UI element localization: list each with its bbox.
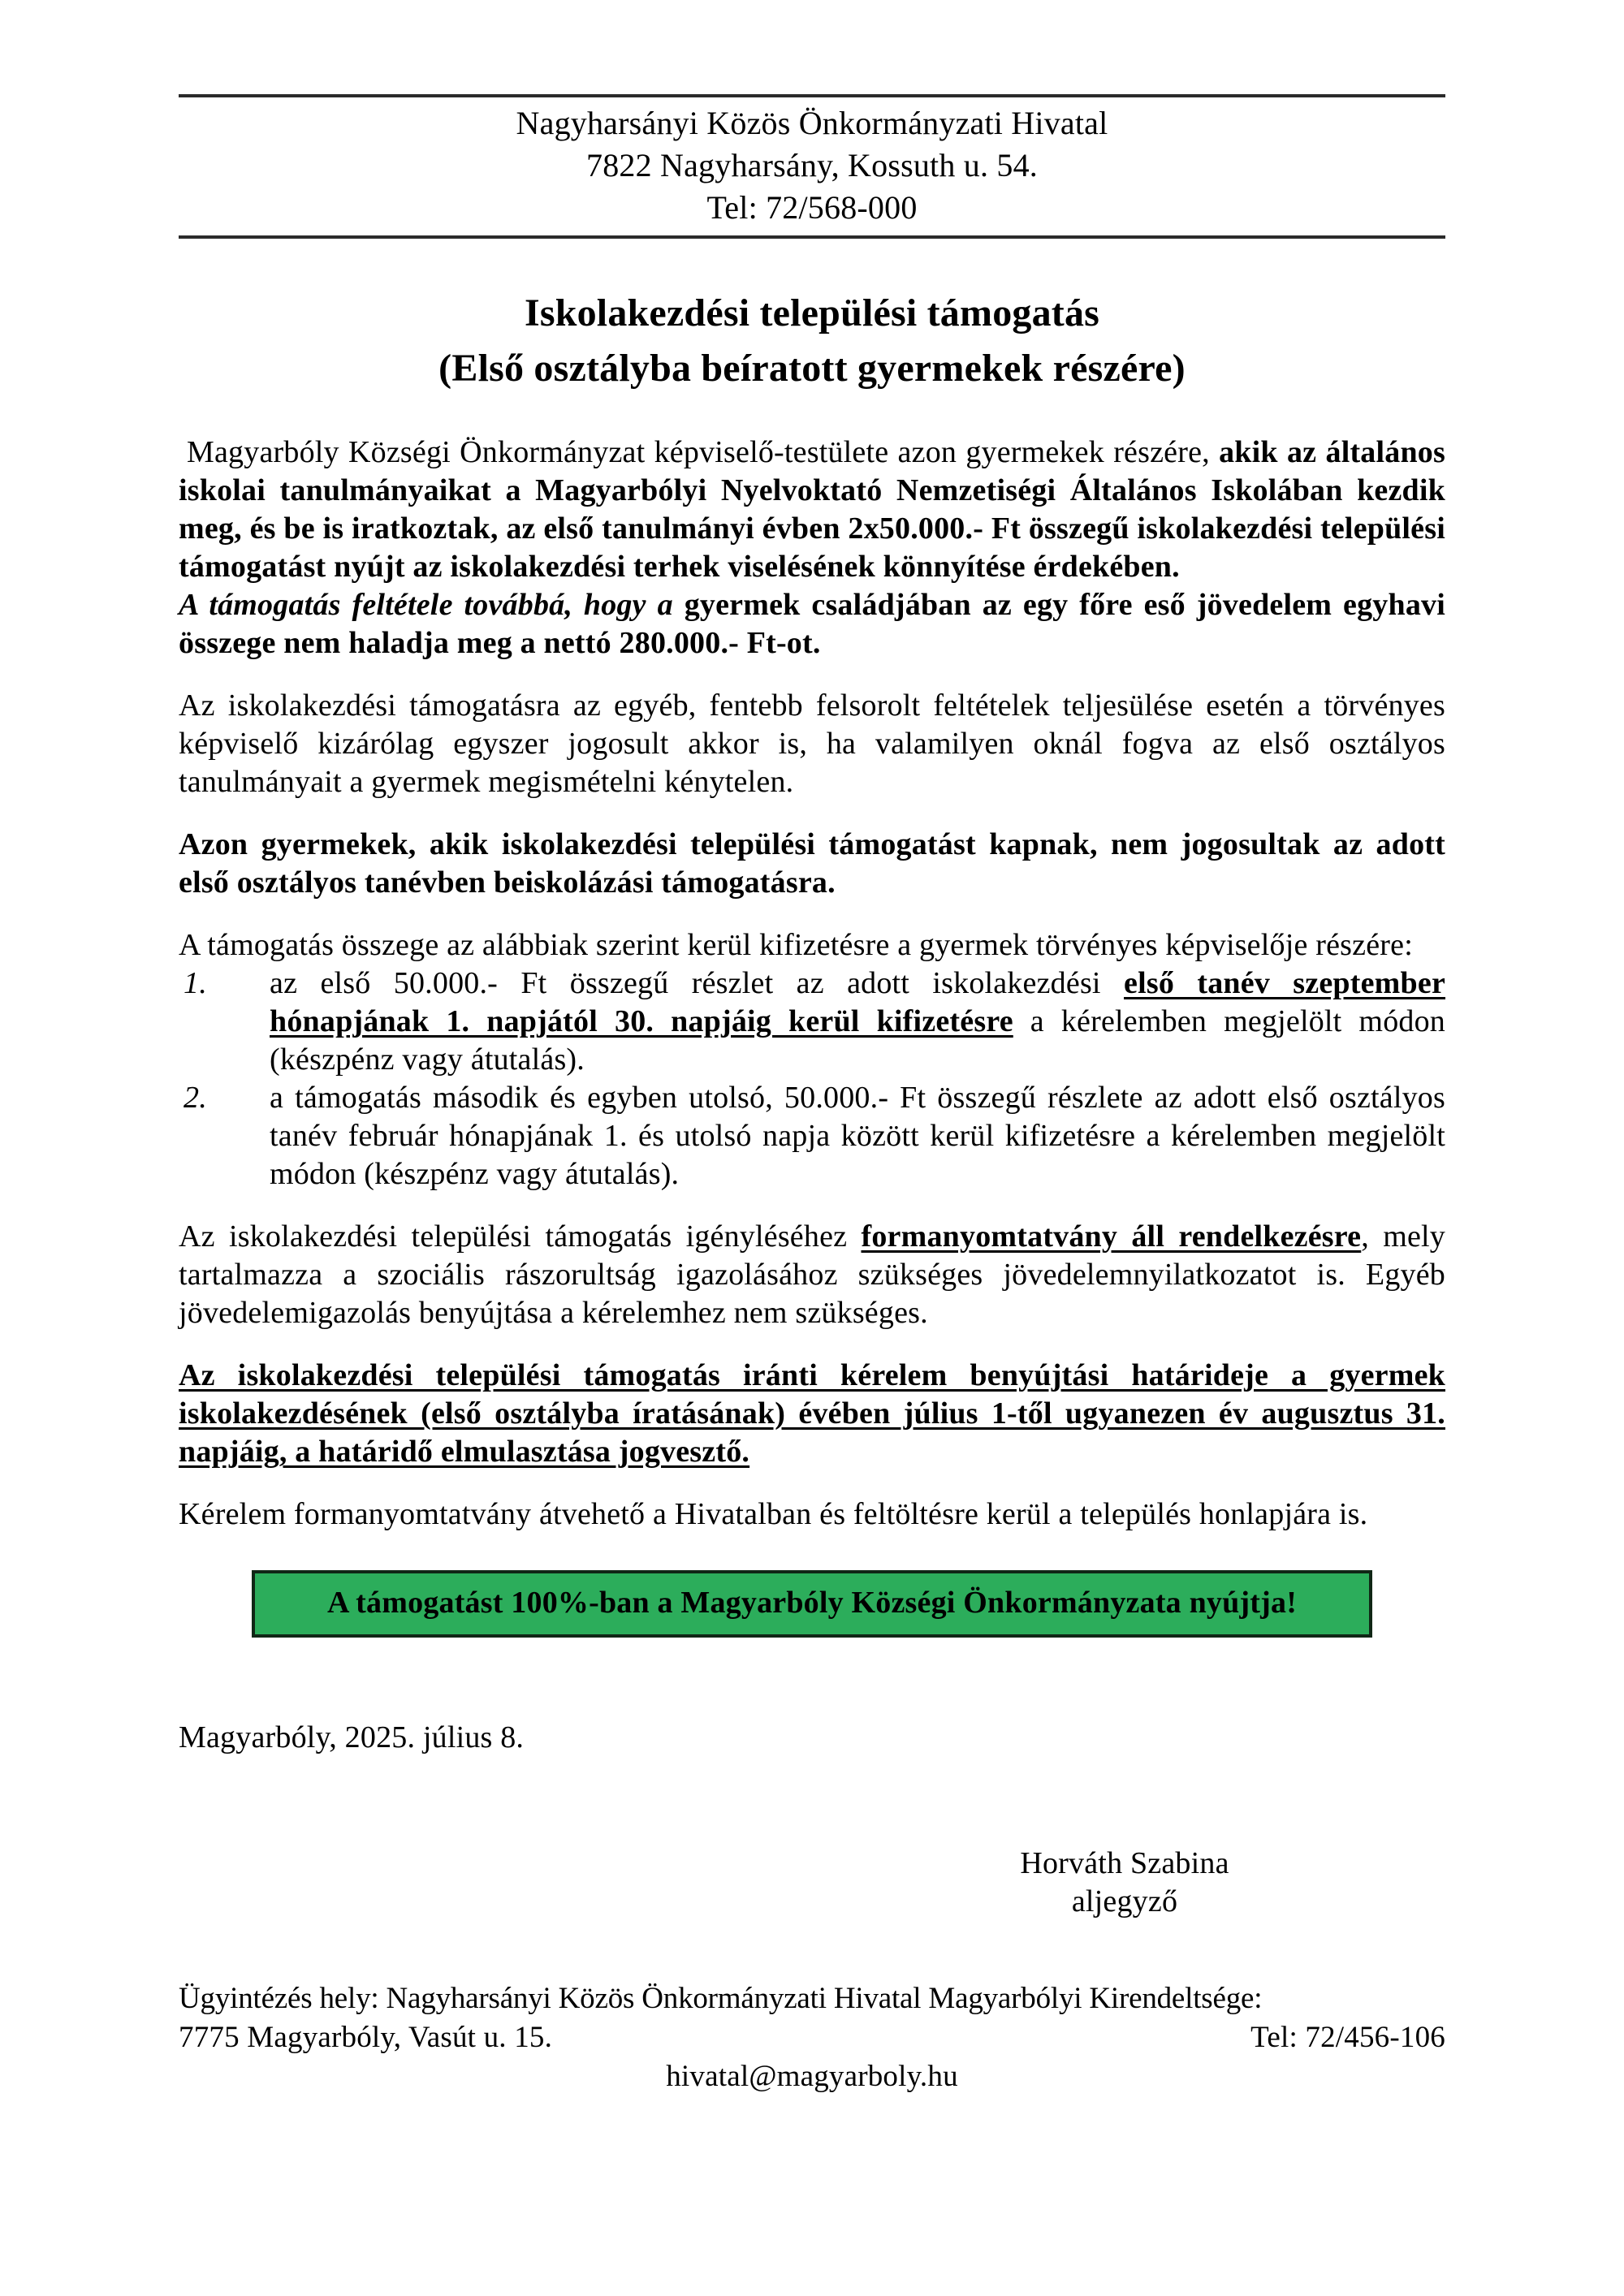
list-item <box>179 965 1445 1079</box>
footer-contact-row <box>179 2018 1445 2057</box>
date-line: Magyarbóly, 2025. július 8. <box>179 1720 525 1754</box>
list-item <box>179 1079 1445 1193</box>
list-item-1-post: a kérelemben megjelölt módon (készpénz vagy átutalás). <box>270 1004 1445 1077</box>
page-title <box>179 286 1445 396</box>
paragraph-income-condition <box>179 586 1445 662</box>
list-item-1-pre: az első 50.000.- Ft összegű részlet az adott iskolakezdési <box>270 966 1125 1000</box>
paragraph-payment-intro: A támogatás összege az alábbiak szerint kerül kifizetésre a gyermek törvényes képviselője részére: <box>179 928 1413 962</box>
page-title-line1: Iskolakezdési települési támogatás <box>524 291 1100 334</box>
footer-phone: Tel: 72/456-106 <box>1250 2021 1445 2054</box>
paragraph-income-condition-italic: A támogatás feltétele továbbá, hogy a <box>179 588 685 622</box>
footer-address: 7775 Magyarbóly, Vasút u. 15. <box>179 2021 553 2054</box>
page-title-line2: (Első osztályba beíratott gyermekek részére) <box>438 347 1186 390</box>
footer-email: hivatal@magyarboly.hu <box>666 2060 958 2093</box>
list-item-number: 1. <box>184 966 207 1000</box>
letterhead <box>179 94 1445 239</box>
footer-administration-location: Ügyintézés hely: Nagyharsányi Közös Önkormányzati Hivatal Magyarbólyi Kirendeltsége: <box>179 1982 1263 2015</box>
highlight-banner-text: A támogatást 100%-ban a Magyarbóly Községi Önkormányzata nyújtja! <box>326 1586 1298 1620</box>
footer <box>179 1979 1445 2096</box>
paragraph-income-condition-bold: gyermek családjában az egy főre eső jövedelem egyhavi összege nem haladja meg a nettó 280.000.- Ft-ot. <box>179 588 1445 660</box>
list-item-number: 2. <box>184 1081 207 1115</box>
letterhead-office-name: Nagyharsányi Közös Önkormányzati Hivatal <box>516 105 1108 141</box>
signature-block <box>942 1845 1307 1921</box>
paragraph-form-availability-pre: Az iskolakezdési települési támogatás igényléséhez <box>179 1219 862 1254</box>
paragraph-exclusion: Azon gyermekek, akik iskolakezdési települési támogatást kapnak, nem jogosultak az adott első osztályos tanévben beiskolázási támogatásra. <box>179 827 1445 900</box>
paragraph-support-intro-normal: Magyarbóly Községi Önkormányzat képviselő-testülete azon gyermekek részére, <box>187 435 1220 469</box>
letterhead-address: 7822 Nagyharsány, Kossuth u. 54. <box>586 147 1038 183</box>
letterhead-phone: Tel: 72/568-000 <box>706 189 918 226</box>
paragraph-form-availability-post: , mely tartalmazza a szociális rászorultság igazolásához szükséges jövedelemnyilatkozatot is. Egyéb jövedelemigazolás benyújtása a kérelemhez nem szükséges. <box>179 1219 1445 1330</box>
payment-list <box>179 965 1445 1193</box>
signature-role: aljegyző <box>1071 1884 1178 1918</box>
highlight-banner <box>252 1570 1372 1638</box>
list-item-1-emphasized: első tanév szeptember hónapjának 1. napjától 30. napjáig kerül kifizetésre <box>270 966 1446 1038</box>
paragraph-form-availability-emphasized: formanyomtatvány áll rendelkezésre <box>861 1219 1362 1254</box>
paragraph-support-intro <box>179 434 1445 586</box>
paragraph-single-eligibility: Az iskolakezdési támogatásra az egyéb, fentebb felsorolt feltételek teljesülése esetén a törvényes képviselő kizárólag egyszer jogosult akkor is, ha valamilyen oknál fogva az első osztályos tanulmányait a gyermek megismételni kénytelen. <box>179 688 1445 799</box>
list-item-text <box>270 965 1445 1079</box>
paragraph-form-availability <box>179 1218 1445 1332</box>
paragraph-form-pickup: Kérelem formanyomtatvány átvehető a Hivatalban és feltöltésre kerül a település honlapjára is. <box>179 1497 1368 1531</box>
signature-name: Horváth Szabina <box>1020 1846 1229 1880</box>
document-body <box>179 434 1445 2096</box>
paragraph-deadline: Az iskolakezdési települési támogatás iránti kérelem benyújtási határideje a gyermek iskolakezdésének (első osztályba íratásának) évében július 1-től ugyanezen év augusztus 31. napjáig, a határidő elmulasztása jogvesztő. <box>179 1358 1445 1469</box>
list-item-text <box>270 1079 1445 1193</box>
list-item-2-pre: a támogatás második és egyben utolsó, 50.000.- Ft összegű részlete az adott első osztályos tanév február hónapjának 1. és utolsó napja között kerül kifizetésre a kérelemben megjelölt módon (készpénz vagy átutalás). <box>270 1081 1445 1191</box>
paragraph-support-intro-bold: akik az általános iskolai tanulmányaikat a Magyarbólyi Nyelvoktató Nemzetiségi Általános Iskolában kezdik meg, és be is iratkoztak, az első tanulmányi évben 2x50.000.- Ft összegű iskolakezdési települési támogatást nyújt az iskolakezdési terhek viselésének könnyítése érdekében. <box>179 435 1445 584</box>
